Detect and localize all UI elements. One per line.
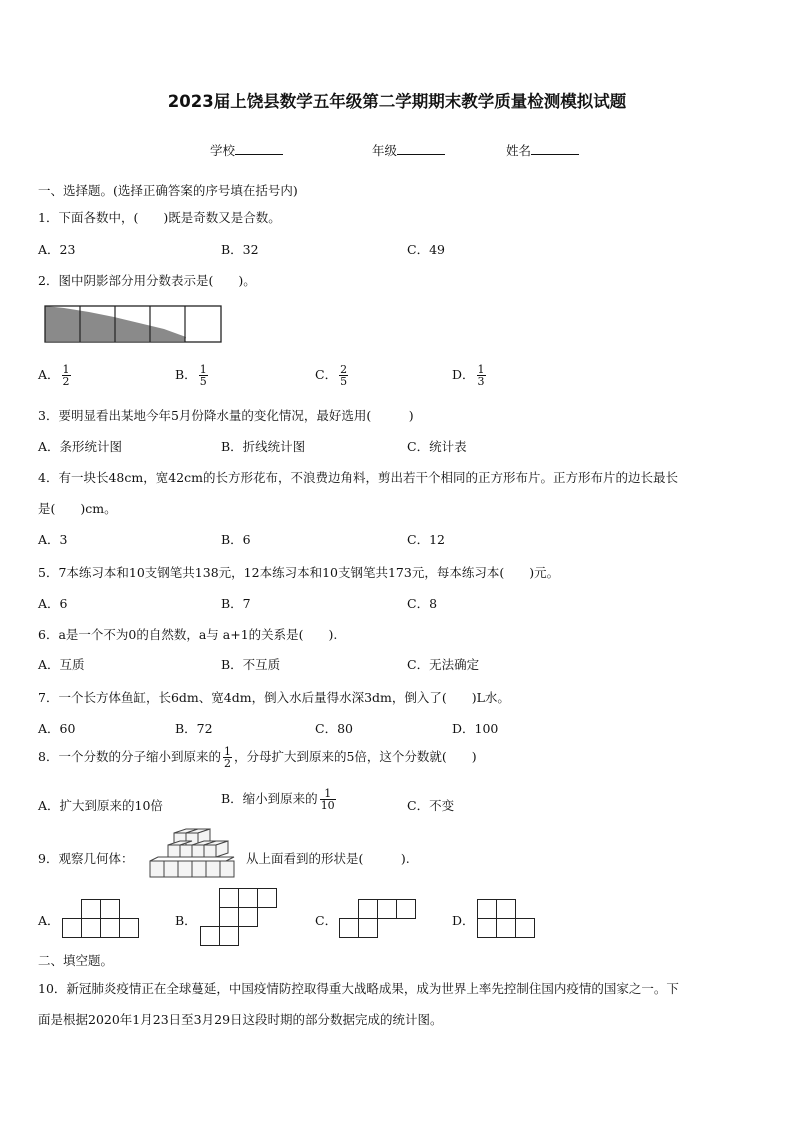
q9-option-c-figure [339,899,417,939]
q6-option-b: B．不互质 [221,657,281,672]
fraction-numerator: 1 [62,363,70,376]
q9-solid-figure [146,828,240,882]
q9-option-d-label: D． [452,913,475,928]
school-label: 学校 [210,143,236,158]
q9-option-d-figure [477,899,555,939]
q2-option-b-label: B． [175,367,197,382]
q4-option-a: A．3 [38,532,68,547]
q9-stem-end: 从上面看到的形状是( ). [246,851,410,866]
q8-stem [38,746,477,769]
q6-option-a: A．互质 [38,657,85,672]
q4-option-b: B．6 [221,532,251,547]
q4-stem-line1: 4．有一块长48cm，宽42cm的长方形花布，不浪费边角料，剪出若干个相同的正方形布片。正方形布片的边长最长 [38,470,678,485]
q5-option-c: C．8 [407,596,438,611]
q7-option-b: B．72 [175,721,213,736]
q2-option-c [315,364,350,387]
q8-option-b-text: B．缩小到原来的 [221,791,318,806]
section-fill-heading: 二、填空题。 [38,953,114,968]
page-title: 2023届上饶县数学五年级第二学期期末教学质量检测模拟试题 [167,92,627,111]
q3-stem: 3．要明显看出某地今年5月份降水量的变化情况，最好选用( ) [38,408,414,423]
q8-fraction [223,746,232,769]
q9-option-c-label: C． [315,913,338,928]
q5-option-b: B．7 [221,596,251,611]
q8-option-b-fraction [320,788,336,811]
q2-option-a-label: A． [38,367,60,382]
q5-option-a: A．6 [38,596,68,611]
fraction-denominator: 2 [223,757,231,770]
q2-option-b-fraction [199,364,208,387]
q8-option-b [221,788,338,811]
q2-option-c-label: C． [315,367,338,382]
q10-stem-line2: 面是根据2020年1月23日至3月29日这段时期的部分数据完成的统计图。 [38,1012,443,1027]
fraction-denominator: 2 [62,375,70,388]
q7-option-c: C．80 [315,721,353,736]
q7-stem: 7．一个长方体鱼缸，长6dm、宽4dm，倒入水后量得水深3dm，倒入了( )L水。 [38,690,510,705]
q8-stem-text-end: ，分母扩大到原来的5倍，这个分数就( ) [233,749,477,764]
q9-stem-start: 9．观察几何体： [38,851,134,866]
school-blank [235,142,283,155]
q2-option-d-fraction [477,364,486,387]
school-field [210,141,283,159]
q2-option-a [38,364,73,387]
q6-option-c: C．无法确定 [407,657,480,672]
q1-option-b: B．32 [221,242,259,257]
q7-option-d: D．100 [452,721,499,736]
q5-stem: 5．7本练习本和10支钢笔共138元，12本练习本和10支钢笔共173元，每本练习本( )元。 [38,565,560,580]
q9-option-a-label: A． [38,913,60,928]
q9-option-a-figure [62,899,140,939]
q4-option-c: C．12 [407,532,445,547]
q6-stem: 6．a是一个不为0的自然数，a与 a+1的关系是( ). [38,627,338,642]
q1-option-c: C．49 [407,242,445,257]
q3-option-a: A．条形统计图 [38,439,123,454]
q2-option-d [452,364,488,387]
fraction-numerator: 2 [340,363,348,376]
q4-stem-line2: 是( )cm。 [38,501,117,516]
fraction-numerator: 1 [199,363,207,376]
q9-option-b-figure [200,888,278,947]
q1-stem: 1．下面各数中，( )既是奇数又是合数。 [38,210,281,225]
fraction-numerator: 1 [223,745,231,758]
q8-option-a: A．扩大到原来的10倍 [38,798,163,813]
grade-label: 年级 [372,143,398,158]
fraction-denominator: 5 [199,375,207,388]
q2-option-d-label: D． [452,367,475,382]
q2-option-a-fraction [62,364,71,387]
q2-option-c-fraction [339,364,348,387]
q2-stem: 2．图中阴影部分用分数表示是( )。 [38,273,256,288]
fraction-numerator: 1 [477,363,485,376]
name-blank [531,142,579,155]
q8-option-c: C．不变 [407,798,455,813]
grade-blank [397,142,445,155]
name-label: 姓名 [506,143,532,158]
name-field [506,141,579,159]
q7-option-a: A．60 [38,721,76,736]
fraction-denominator: 3 [477,375,485,388]
section-choice-heading: 一、选择题。(选择正确答案的序号填在括号内) [38,183,298,198]
q2-option-b [175,364,210,387]
q10-stem-line1: 10．新冠肺炎疫情正在全球蔓延，中国疫情防控取得重大战略成果，成为世界上率先控制住国内疫情的国家之一。下 [38,981,679,996]
q3-option-c: C．统计表 [407,439,467,454]
q3-option-b: B．折线统计图 [221,439,306,454]
q2-shaded-strip-figure [44,305,222,343]
q9-option-b-label: B． [175,913,197,928]
fraction-denominator: 5 [340,375,348,388]
q8-stem-text: 8．一个分数的分子缩小到原来的 [38,749,221,764]
grade-field [372,141,445,159]
fraction-numerator: 1 [320,788,336,800]
q1-option-a: A．23 [38,242,76,257]
fraction-denominator: 10 [320,799,335,812]
